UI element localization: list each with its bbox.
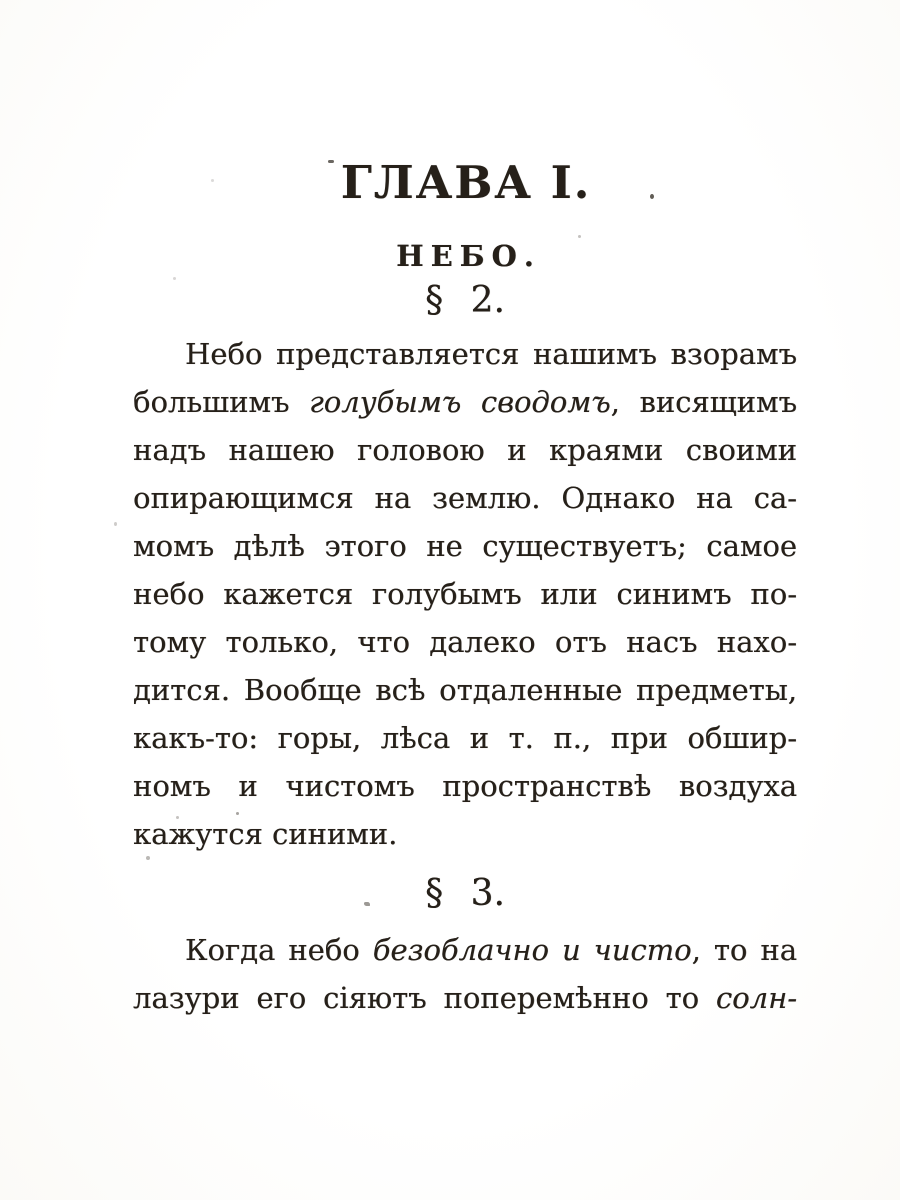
- text-line: [133, 666, 797, 714]
- body-text: тому только, что далеко отъ насъ нахо-: [133, 625, 797, 659]
- body-text: какъ-то: горы, лѣса и т. п., при обшир-: [133, 721, 797, 755]
- text-column: [133, 0, 797, 1022]
- section-number: § 2.: [425, 280, 505, 321]
- text-line: [133, 762, 797, 810]
- scan-speck: [146, 856, 150, 860]
- scan-speck: [364, 902, 370, 906]
- body-text: надъ нашею головою и краями своими: [133, 433, 797, 467]
- emphasized-text: солн-: [715, 981, 797, 1015]
- text-line: [133, 570, 797, 618]
- scan-speck: [578, 235, 581, 238]
- text-line: [133, 926, 797, 974]
- body-text: момъ дѣлѣ этого не существуетъ; самое: [133, 529, 797, 563]
- chapter-subtitle: НЕБО.: [396, 239, 541, 273]
- scan-speck: [650, 194, 654, 199]
- body-text: большимъ: [133, 385, 310, 419]
- emphasized-text: голубымъ сводомъ: [309, 385, 611, 419]
- text-line: [133, 330, 797, 378]
- text-line: [133, 618, 797, 666]
- body-text: дится. Вообще всѣ отдаленные предметы,: [133, 673, 797, 707]
- body-text: , висящимъ: [610, 385, 797, 419]
- chapter-heading: ГЛАВА I.: [340, 156, 592, 209]
- scan-speck: [173, 277, 176, 280]
- scan-speck: [176, 816, 179, 819]
- emphasized-text: безоблачно и чисто: [372, 933, 692, 967]
- paragraph: [133, 926, 797, 1022]
- page-body: [133, 280, 797, 1022]
- text-line: [133, 474, 797, 522]
- body-text: Когда небо: [185, 933, 373, 967]
- body-text: кажутся синими.: [133, 817, 398, 851]
- text-line: [133, 378, 797, 426]
- body-text: небо кажется голубымъ или синимъ по-: [133, 577, 797, 611]
- scan-speck: [328, 160, 334, 163]
- text-line: [133, 522, 797, 570]
- text-line: [133, 426, 797, 474]
- body-text: лазури его сіяютъ поперемѣнно то: [133, 981, 716, 1015]
- text-line: [133, 810, 797, 858]
- scan-speck: [236, 812, 239, 815]
- body-text: Небо представляется нашимъ взорамъ: [185, 337, 797, 371]
- body-text: номъ и чистомъ пространствѣ воздуха: [133, 769, 797, 803]
- text-line: [133, 714, 797, 762]
- section-number: § 3.: [425, 873, 505, 914]
- paragraph: [133, 330, 797, 858]
- scan-speck: [114, 522, 117, 526]
- scan-speck: [211, 179, 214, 182]
- body-text: , то на: [691, 933, 797, 967]
- text-line: [133, 974, 797, 1022]
- body-text: опирающимся на землю. Однако на са-: [133, 481, 797, 515]
